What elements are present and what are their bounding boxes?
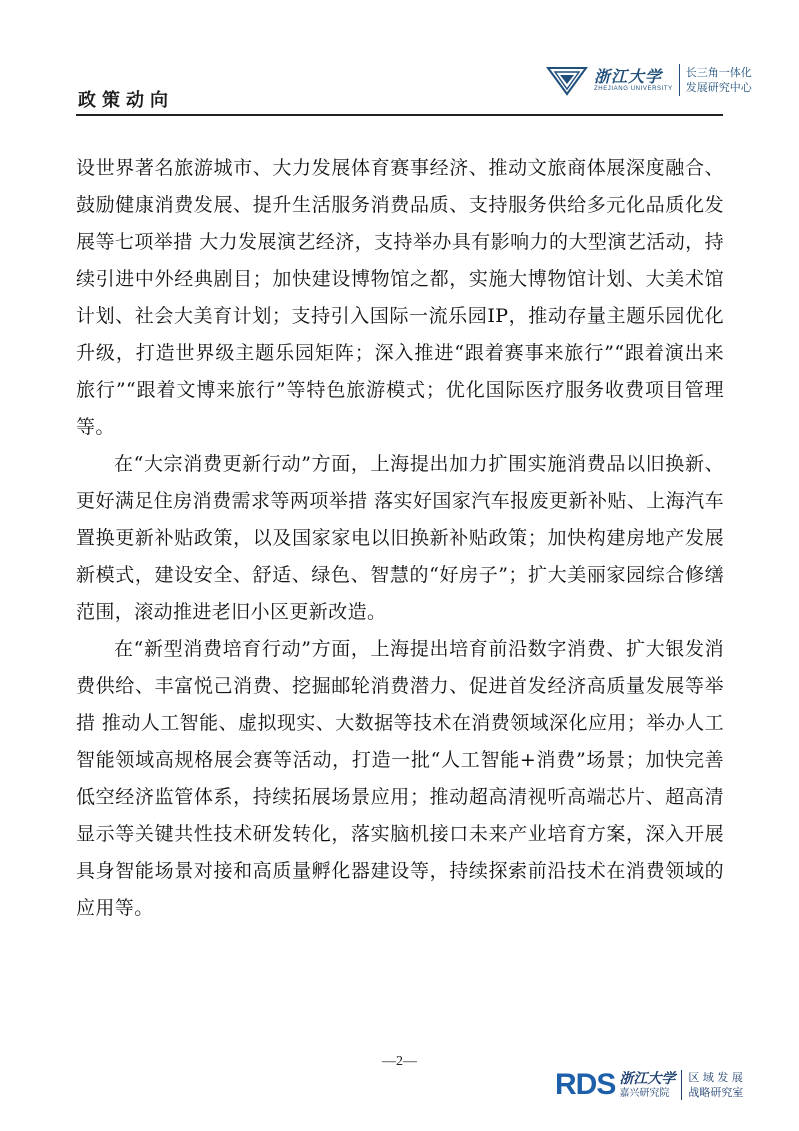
header-rule — [76, 114, 723, 116]
zju-emblem-icon — [546, 64, 588, 96]
rds-institute-name: 嘉兴研究院 — [619, 1087, 670, 1099]
rds-university-name: 浙江大学 — [619, 1070, 676, 1087]
zju-center-logo — [546, 64, 752, 96]
body-text — [76, 150, 724, 927]
rds-logo — [555, 1070, 743, 1100]
university-english-name: ZHEJIANG UNIVERSITY — [594, 86, 673, 92]
paragraph-continued: 设世界著名旅游城市、大力发展体育赛事经济、推动文旅商体展深度融合、鼓励健康消费发展、提升生活服务消费品质、支持服务供给多元化品质化发展等七项举措 大力发展演艺经济，支持举办具有影响力的大型演艺活动，持续引进中外经典剧目；加快建设博物馆之都，实施大博物馆计划、大美术馆计划、社会大美育计划；支持引入国际一流乐园IP，推动存量主题乐园优化升级，打造世界级主题乐园矩阵；深入推进“跟着赛事来旅行”“跟着演出来旅行”“跟着文博来旅行”等特色旅游模式；优化国际医疗服务收费项目管理等。 — [76, 157, 724, 438]
paragraph-bulk-consumption: 在“大宗消费更新行动”方面，上海提出加力扩围实施消费品以旧换新、更好满足住房消费需求等两项举措 落实好国家汽车报废更新补贴、上海汽车置换更新补贴政策，以及国家家电以旧换新补贴政策；加快构建房地产发展新模式，建设安全、舒适、绿色、智慧的“好房子”；扩大美丽家园综合修缮范围，滚动推进老旧小区更新改造。 — [76, 453, 724, 623]
center-name-line2: 发展研究中心 — [685, 81, 752, 94]
page-number: —2— — [382, 1054, 417, 1069]
rds-office-line1: 区 域 发 展 — [688, 1071, 743, 1084]
rds-office-line2: 战略研究室 — [688, 1086, 744, 1099]
center-name-line1: 长三角一体化 — [685, 66, 752, 79]
section-title: 政策动向 — [78, 90, 174, 111]
logo-divider — [679, 64, 680, 96]
paragraph-new-consumption: 在“新型消费培育行动”方面，上海提出培育前沿数字消费、扩大银发消费供给、丰富悦己消费、挖掘邮轮消费潜力、促进首发经济高质量发展等举措 推动人工智能、虚拟现实、大数据等技术在消费领域深化应用；举办人工智能领域高规格展会赛等活动，打造一批“人工智能+消费”场景；加快完善低空经济监管体系，持续拓展场景应用；推动超高清视听高端芯片、超高清显示等关键共性技术研发转化，落实脑机接口未来产业培育方案，深入开展具身智能场景对接和高质量孵化器建设等，持续探索前沿技术在消费领域的应用等。 — [76, 638, 724, 919]
rds-mark-icon: RDS — [555, 1068, 616, 1101]
university-name: 浙江大学 — [594, 67, 663, 86]
rds-divider — [681, 1070, 682, 1100]
